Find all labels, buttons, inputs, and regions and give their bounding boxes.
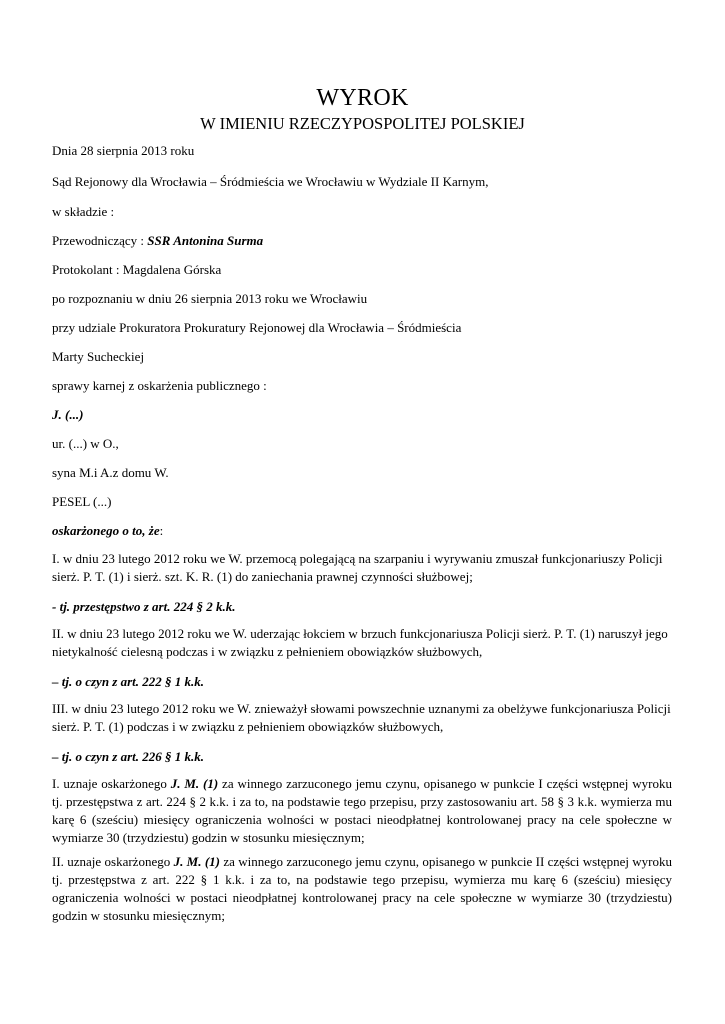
accused-heading <box>52 522 163 539</box>
document-title: WYROK <box>316 85 409 111</box>
ruling-1-defendant: J. M. (1) <box>170 776 219 791</box>
charge-3-article: – tj. o czyn z art. 226 § 1 k.k. <box>52 749 205 764</box>
document-subtitle: W IMIENIU RZECZYPOSPOLITEJ POLSKIEJ <box>200 114 525 133</box>
charge-1-article: - tj. przestępstwo z art. 224 § 2 k.k. <box>52 599 236 614</box>
accused-colon: : <box>159 523 164 538</box>
accused-label: oskarżonego o to, że <box>52 523 160 538</box>
prosecutor-line: przy udziale Prokuratora Prokuratury Rejonowej dla Wrocławia – Śródmieścia <box>52 320 462 335</box>
date-line: Dnia 28 sierpnia 2013 roku <box>52 143 195 158</box>
ruling-2-defendant: J. M. (1) <box>173 854 220 869</box>
born-line: ur. (...) w O., <box>52 436 119 451</box>
charge-2-article: – tj. o czyn z art. 222 § 1 k.k. <box>52 674 205 689</box>
composition-line: w składzie : <box>52 204 115 219</box>
presiding-name: SSR Antonina Surma <box>147 233 264 248</box>
charge-1: I. w dniu 23 lutego 2012 roku we W. przemocą polegającą na szarpaniu i wyrywaniu zmuszał funkcjonariuszy Policji sierż. P. T. (1) i sierż. szt. K. R. (1) do zaniechania prawnej czynności służbowej; <box>52 551 663 584</box>
court-line: Sąd Rejonowy dla Wrocławia – Śródmieścia we Wrocławiu w Wydziale II Karnym, <box>52 174 489 189</box>
ruling-2-prefix: II. uznaje oskarżonego <box>52 854 174 869</box>
charge-3: III. w dniu 23 lutego 2012 roku we W. znieważył słowami powszechnie uznanymi za obelżywe funkcjonariusza Policji sierż. P. T. (1) podczas i w związku z pełnieniem obowiązków służbowych, <box>52 701 671 734</box>
ruling-2-text: za winnego zarzuconego jemu czynu, opisanego w punkcie II części wstępnej wyroku tj. przestępstwa z art. 222 § 1 k.k. i za to, na podstawie tego przepisu, wymierza mu karę 6 (sześciu) miesięcy ograniczenia wolności w postaci nieodpłatnej kontrolowanej pracy na cele społeczne w wymiarze 30 (trzydziestu) godzin w stosunku miesięcznym; <box>52 854 673 923</box>
ruling-1-prefix: I. uznaje oskarżonego <box>52 776 171 791</box>
presiding-line <box>52 232 263 249</box>
prosecutor-name-line: Marty Sucheckiej <box>52 349 145 364</box>
clerk-line: Protokolant : Magdalena Górska <box>52 262 222 277</box>
case-line: sprawy karnej z oskarżenia publicznego : <box>52 378 267 393</box>
defendant-name: J. (...) <box>52 407 84 422</box>
ruling-2 <box>52 853 672 925</box>
ruling-1-text: za winnego zarzuconego jemu czynu, opisanego w punkcie I części wstępnej wyroku tj. przestępstwa z art. 224 § 2 k.k. i za to, na podstawie tego przepisu, przy zastosowaniu art. 58 § 3 k.k. wymierza mu karę 6 (sześciu) miesięcy ograniczenia wolności w postaci nieodpłatnej kontrolowanej pracy na cele społeczne w wymiarze 30 (trzydziestu) godzin w stosunku miesięcznym; <box>52 776 672 845</box>
pesel-line: PESEL (...) <box>52 494 112 509</box>
ruling-1 <box>52 775 672 847</box>
charge-2: II. w dniu 23 lutego 2012 roku we W. uderzając łokciem w brzuch funkcjonariusza Policji sierż. P. T. (1) naruszył jego nietykalność cielesną podczas i w związku z pełnieniem obowiązków służbowych, <box>52 626 668 659</box>
son-line: syna M.i A.z domu W. <box>52 465 169 480</box>
hearing-line: po rozpoznaniu w dniu 26 sierpnia 2013 roku we Wrocławiu <box>52 291 368 306</box>
presiding-label: Przewodniczący : <box>52 233 148 248</box>
